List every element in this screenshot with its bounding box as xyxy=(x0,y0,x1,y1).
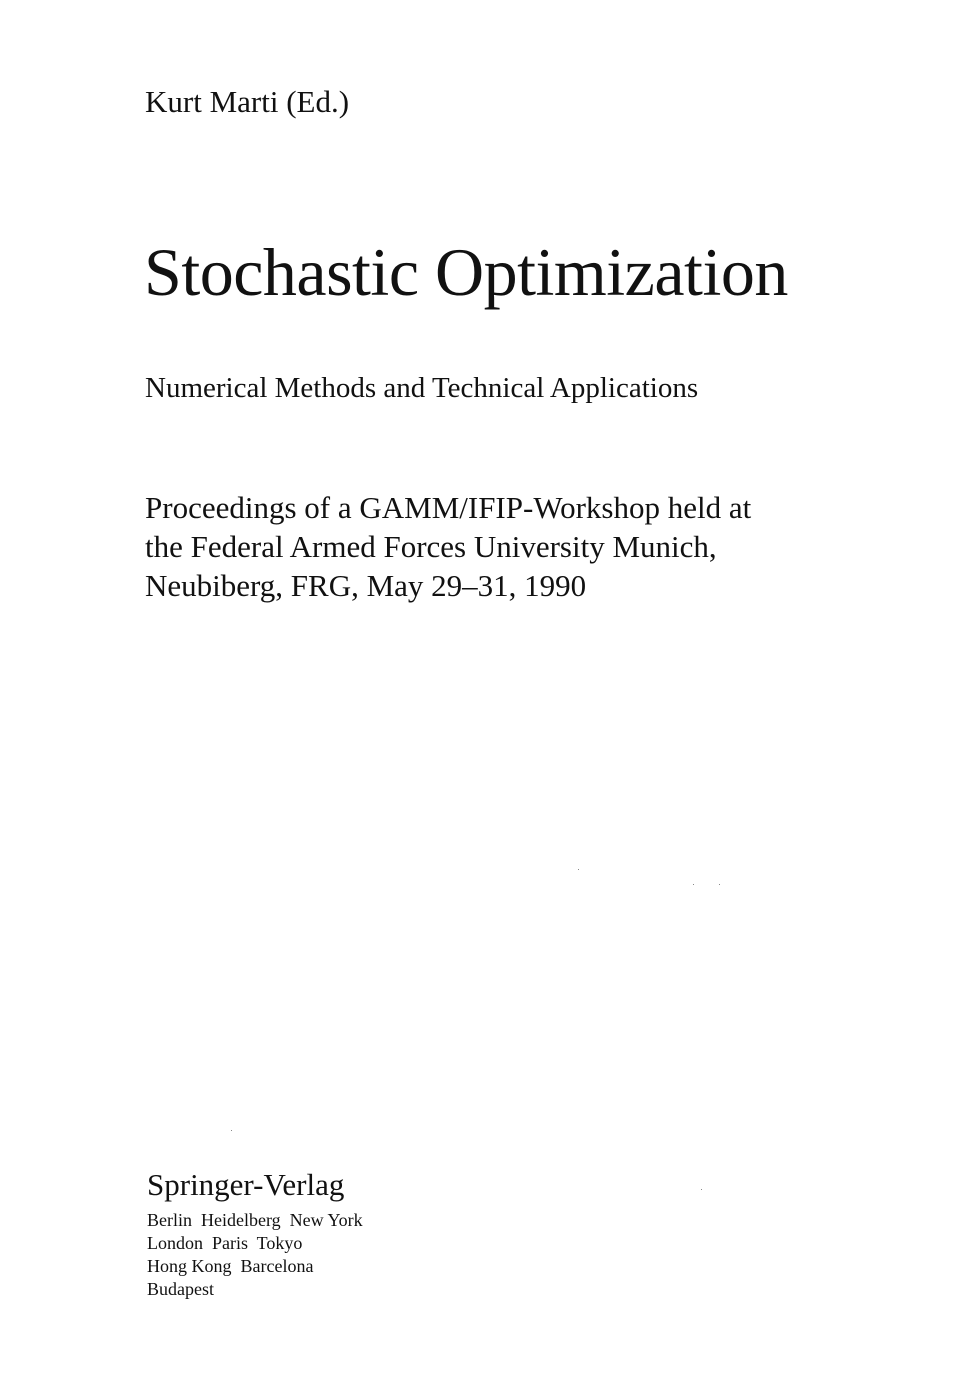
scan-speck xyxy=(578,869,579,870)
publisher-cities xyxy=(147,1209,363,1301)
proceedings-line: Proceedings of a GAMM/IFIP-Workshop held at xyxy=(145,490,752,525)
publisher-name: Springer-Verlag xyxy=(147,1167,345,1202)
proceedings-line: Neubiberg, FRG, May 29–31, 1990 xyxy=(145,568,587,603)
cities-line: London Paris Tokyo xyxy=(147,1233,303,1253)
scan-speck xyxy=(701,1189,702,1190)
book-subtitle: Numerical Methods and Technical Applications xyxy=(145,372,699,404)
scan-speck xyxy=(719,884,720,885)
cities-line: Berlin Heidelberg New York xyxy=(147,1210,363,1230)
book-title: Stochastic Optimization xyxy=(144,234,788,310)
proceedings-note xyxy=(145,488,751,605)
editor-name: Kurt Marti (Ed.) xyxy=(145,84,350,119)
proceedings-line: the Federal Armed Forces University Munich, xyxy=(145,529,717,564)
scan-speck xyxy=(693,884,694,885)
cities-line: Budapest xyxy=(147,1279,214,1299)
scan-speck xyxy=(231,1130,232,1131)
cities-line: Hong Kong Barcelona xyxy=(147,1256,314,1276)
